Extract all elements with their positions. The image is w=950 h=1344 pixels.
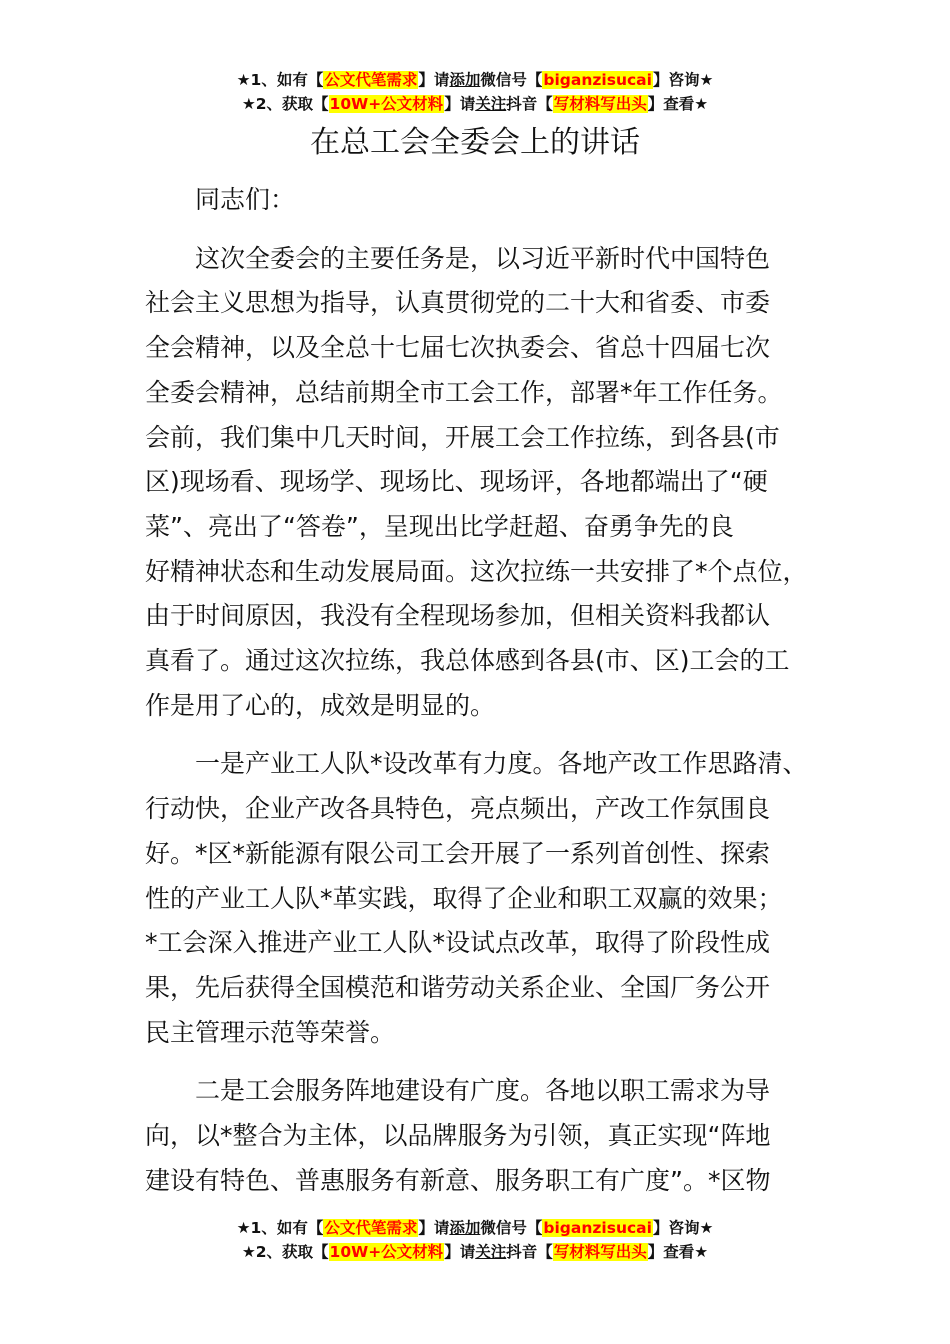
promo-highlight: 公文代笔需求: [324, 1219, 418, 1237]
promo-highlight: 10W+公文材料: [329, 95, 444, 113]
promo-text: ★1、如有【: [236, 71, 324, 89]
text-line: *工会深入推进产业工人队*设试点改革，取得了阶段性成: [145, 928, 771, 958]
document-body: [145, 178, 835, 1217]
text-line: 二是工会服务阵地建设有广度。各地以职工需求为导: [195, 1076, 771, 1106]
promo-text: 】请: [418, 1219, 450, 1237]
promo-text: 微信号【: [480, 1219, 543, 1237]
promo-text: 】查看★: [647, 95, 709, 113]
promo-text: ★1、如有【: [236, 1219, 324, 1237]
text-line: 果，先后获得全国模范和谐劳动关系企业、全国厂务公开: [145, 972, 771, 1002]
promo-text: 抖音【: [506, 95, 553, 113]
promo-line-2: [0, 92, 950, 116]
paragraph: [145, 742, 835, 1055]
text-line: 好。*区*新能源有限公司工会开展了一系列首创性、探索: [145, 838, 771, 868]
promo-highlight: biganzisucai: [543, 71, 652, 89]
text-line: 民主管理示范等荣誉。: [145, 1017, 396, 1047]
text-line: 由于时间原因，我没有全程现场参加，但相关资料我都认: [145, 601, 771, 631]
promo-text: 】请: [444, 1243, 476, 1261]
promo-highlight: 写材料写出头: [553, 1243, 647, 1261]
paragraphs: [145, 237, 835, 1204]
greeting: 同志们：: [195, 185, 296, 214]
text-line: 菜”、亮出了“答卷”，呈现出比学赶超、奋勇争先的良: [145, 511, 734, 541]
promo-underline: 关注: [475, 1243, 507, 1261]
promo-line-1: [0, 1216, 950, 1240]
text-line: 作是用了心的，成效是明显的。: [145, 690, 496, 720]
promo-highlight: 写材料写出头: [553, 95, 647, 113]
text-line: 全会精神，以及全总十七届七次执委会、省总十四届七次: [145, 333, 771, 363]
document-title: 在总工会全委会上的讲话: [310, 125, 640, 160]
promo-highlight: 公文代笔需求: [324, 71, 418, 89]
promo-text: 】咨询★: [652, 1219, 714, 1237]
text-line: 好精神状态和生动发展局面。这次拉练一共安排了*个点位，: [145, 556, 808, 586]
promo-line-1: [0, 68, 950, 92]
text-line: 建设有特色、普惠服务有新意、服务职工有广度”。*区物: [145, 1165, 771, 1195]
promo-text: 微信号【: [480, 71, 543, 89]
promo-text: 】请: [418, 71, 450, 89]
promo-header: [0, 68, 950, 116]
text-line: 社会主义思想为指导，认真贯彻党的二十大和省委、市委: [145, 288, 771, 318]
promo-text: 】咨询★: [652, 71, 714, 89]
text-line: 真看了。通过这次拉练，我总体感到各县(市、区)工会的工: [145, 646, 790, 676]
promo-text: 抖音【: [506, 1243, 553, 1261]
text-line: 这次全委会的主要任务是，以习近平新时代中国特色: [195, 243, 771, 273]
text-line: 会前，我们集中几天时间，开展工会工作拉练，到各县(市: [145, 422, 780, 452]
promo-underline: 关注: [475, 95, 507, 113]
text-line: 向，以*整合为主体，以品牌服务为引领，真正实现“阵地: [145, 1121, 771, 1151]
promo-underline: 添加: [449, 71, 481, 89]
promo-highlight: 10W+公文材料: [329, 1243, 444, 1261]
promo-highlight: biganzisucai: [543, 1219, 652, 1237]
promo-line-2: [0, 1240, 950, 1264]
text-line: 一是产业工人队*设改革有力度。各地产改工作思路清、: [195, 749, 808, 779]
paragraph: [145, 237, 835, 729]
promo-text: ★2、获取【: [241, 1243, 329, 1261]
text-line: 行动快，企业产改各具特色，亮点频出，产改工作氛围良: [145, 794, 771, 824]
paragraph: [145, 1069, 835, 1203]
promo-footer: [0, 1216, 950, 1264]
text-line: 区)现场看、现场学、现场比、现场评，各地都端出了“硬: [145, 467, 768, 497]
text-line: 全委会精神，总结前期全市工会工作，部署*年工作任务。: [145, 377, 783, 407]
text-line: 性的产业工人队*革实践，取得了企业和职工双赢的效果；: [145, 883, 783, 913]
promo-text: 】请: [444, 95, 476, 113]
promo-text: ★2、获取【: [241, 95, 329, 113]
promo-text: 】查看★: [647, 1243, 709, 1261]
promo-underline: 添加: [449, 1219, 481, 1237]
